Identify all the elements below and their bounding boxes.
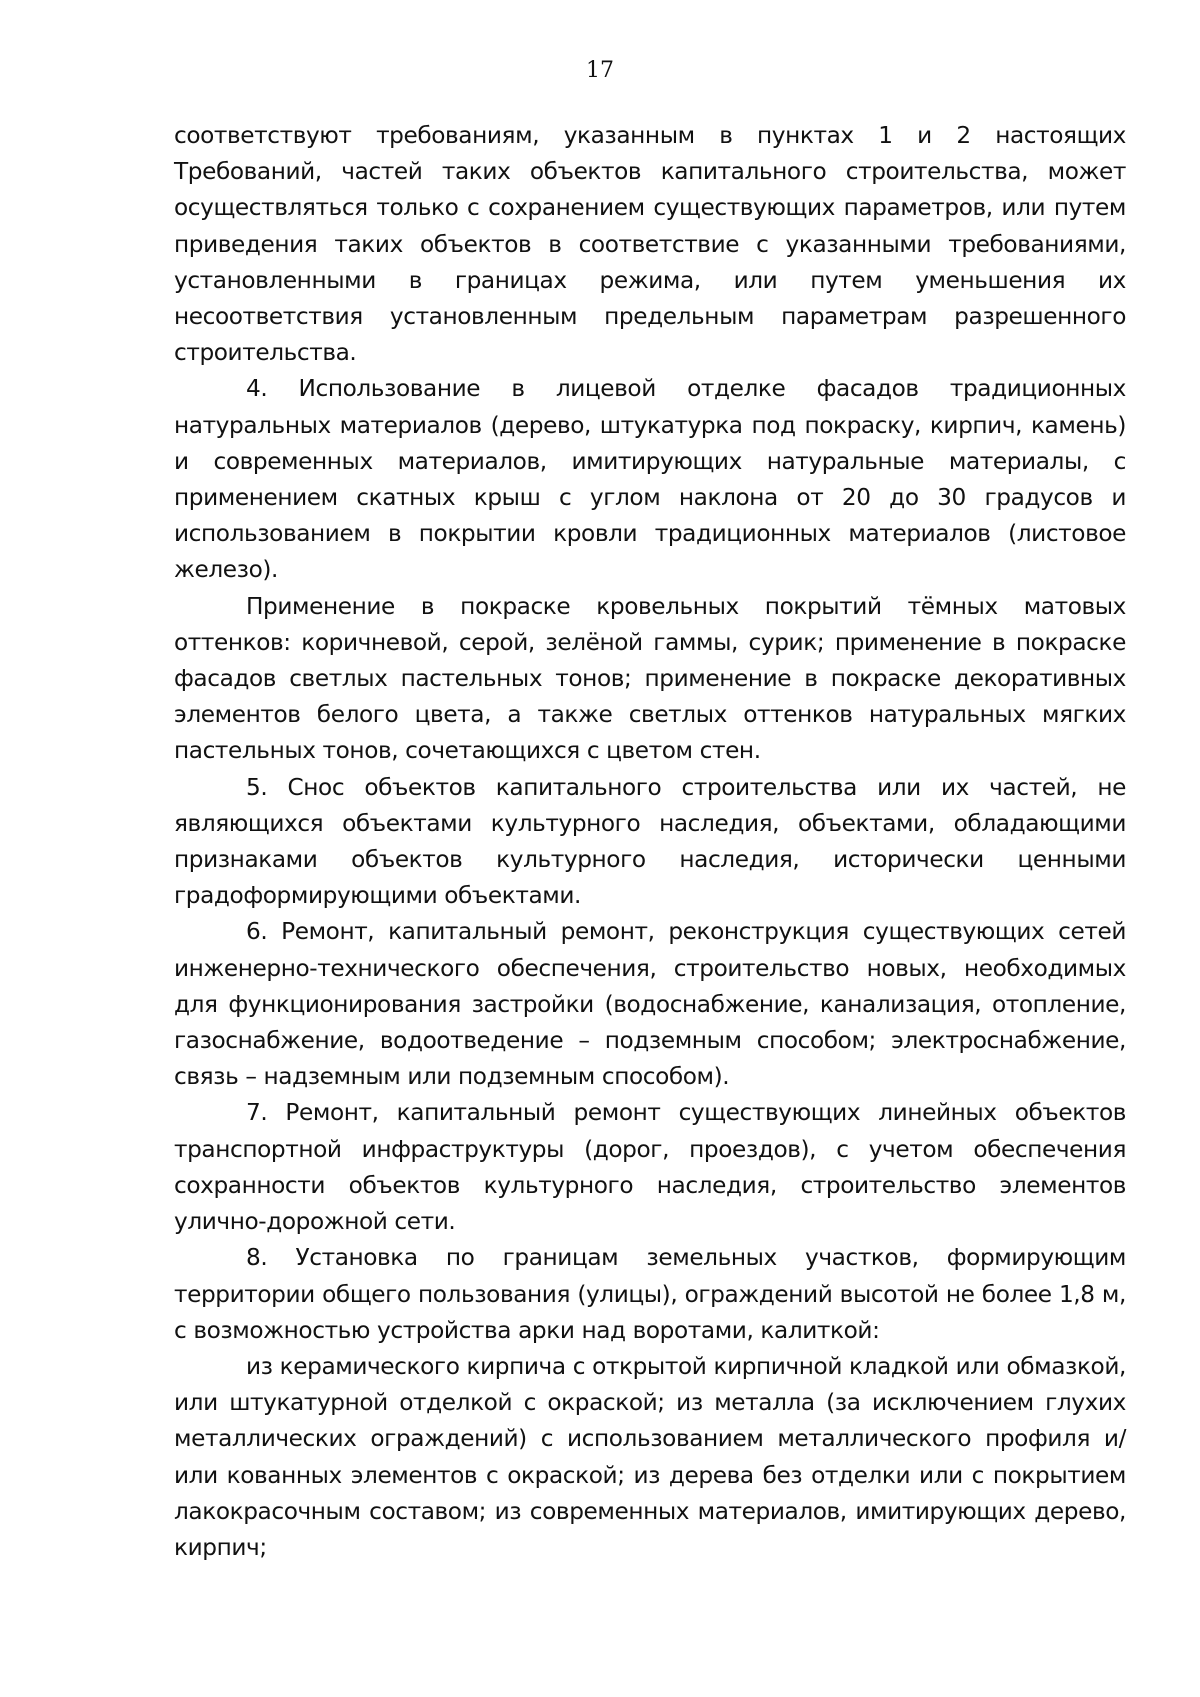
- paragraph-item-5: 5. Снос объектов капитального строительства или их частей, не являющихся объектами культурного наследия, объектами, обладающими признаками объектов культурного наследия, исторически ценными градоформирующими объектами.: [174, 773, 1126, 910]
- paragraph-fence-materials: из керамического кирпича с открытой кирпичной кладкой или обмазкой, или штукатурной отделкой с окраской; из металла (за исключением глухих металлических ограждений) с использованием металлического профиля и/или кованных элементов с окраской; из дерева без отделки или с покрытием лакокрасочным составом; из современных материалов, имитирующих дерево, кирпич;: [174, 1352, 1126, 1561]
- paragraph-item-4: 4. Использование в лицевой отделке фасадов традиционных натуральных материалов (дерево, штукатурка под покраску, кирпич, камень) и современных материалов, имитирующих натуральные материалы, с применением скатных крыш с углом наклона от 20 до 30 градусов и использованием в покрытии кровли традиционных материалов (листовое железо).: [174, 375, 1126, 584]
- paragraph-item-7: 7. Ремонт, капитальный ремонт существующих линейных объектов транспортной инфраструктуры (дорог, проездов), с учетом обеспечения сохранности объектов культурного наследия, строительство элементов улично-дорожной сети.: [174, 1099, 1126, 1236]
- page-number: 17: [586, 58, 614, 83]
- paragraph-roof-coloring: Применение в покраске кровельных покрытий тёмных матовых оттенков: коричневой, серой, зелёной гаммы, сурик; применение в покраске фасадов светлых пастельных тонов; применение в покраске декоративных элементов белого цвета, а также светлых оттенков натуральных мягких пастельных тонов, сочетающихся с цветом стен.: [174, 592, 1126, 765]
- document-body: [174, 118, 1126, 1566]
- paragraph-continuation: соответствуют требованиям, указанным в пунктах 1 и 2 настоящих Требований, частей таких объектов капитального строительства, может осуществляться только с сохранением существующих параметров, или путем приведения таких объектов в соответствие с указанными требованиями, установленными в границах режима, или путем уменьшения их несоответствия установленным предельным параметрам разрешенного строительства.: [174, 122, 1126, 367]
- paragraph-item-8: 8. Установка по границам земельных участков, формирующим территории общего пользования (улицы), ограждений высотой не более 1,8 м, с возможностью устройства арки над воротами, калиткой:: [174, 1244, 1126, 1344]
- paragraph-item-6: 6. Ремонт, капитальный ремонт, реконструкция существующих сетей инженерно-технического обеспечения, строительство новых, необходимых для функционирования застройки (водоснабжение, канализация, отопление, газоснабжение, водоотведение – подземным способом; электроснабжение, связь – надземным или подземным способом).: [174, 918, 1126, 1091]
